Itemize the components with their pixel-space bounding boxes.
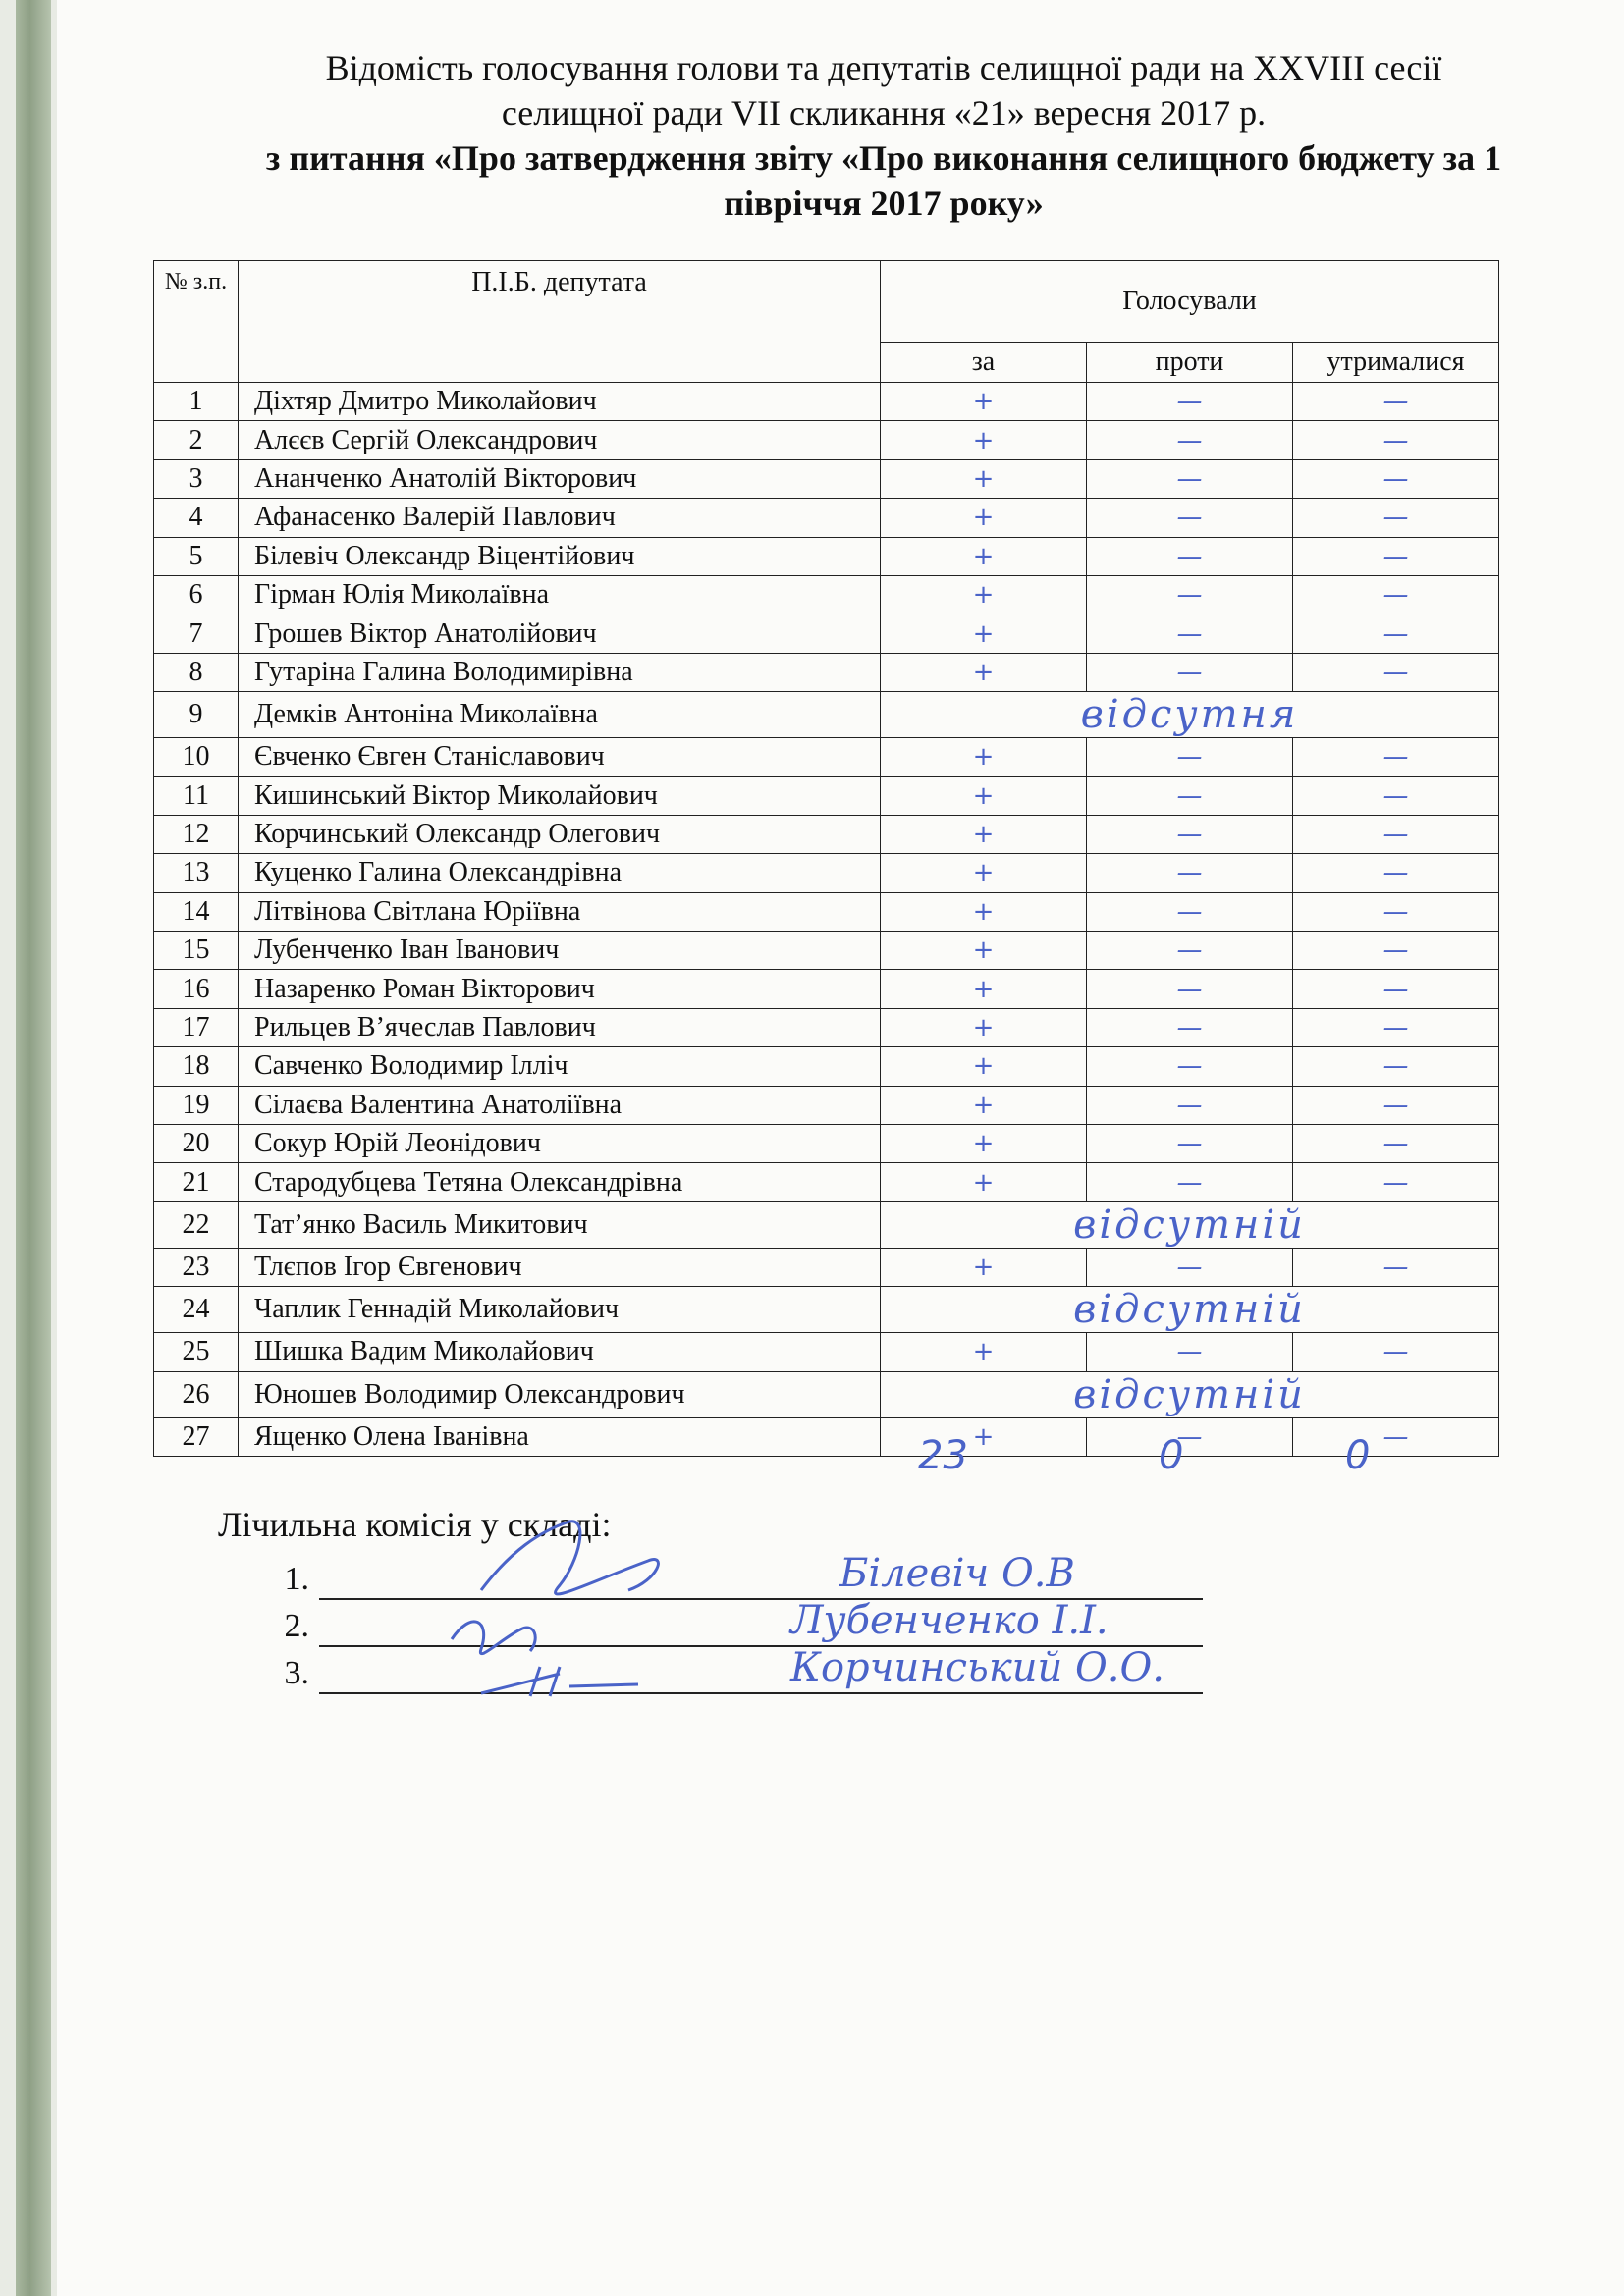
header-abstained: утрималися	[1293, 343, 1499, 383]
table-row	[154, 1125, 1499, 1163]
row-number: 22	[154, 1201, 239, 1248]
vote-for-mark: +	[881, 1333, 1087, 1371]
vote-abstained-mark: —	[1293, 1125, 1499, 1163]
vote-abstained-mark: —	[1293, 1086, 1499, 1124]
deputy-name: Стародубцева Тетяна Олександрівна	[239, 1163, 881, 1201]
vote-against-mark: —	[1087, 1333, 1293, 1371]
deputy-name: Юношев Володимир Олександрович	[239, 1371, 881, 1417]
vote-for-mark: +	[881, 537, 1087, 575]
deputy-name: Літвінова Світлана Юріївна	[239, 892, 881, 931]
vote-abstained-mark: —	[1293, 776, 1499, 815]
vote-for-mark: +	[881, 738, 1087, 776]
vote-for-mark: +	[881, 1047, 1087, 1086]
vote-against-mark: —	[1087, 932, 1293, 970]
table-row	[154, 383, 1499, 421]
vote-for-mark: +	[881, 932, 1087, 970]
vote-abstained-mark: —	[1293, 854, 1499, 892]
table-row	[154, 692, 1499, 738]
vote-totals	[0, 1433, 1624, 1492]
vote-against-mark: —	[1087, 499, 1293, 537]
deputy-name: Тлєпов Ігор Євгенович	[239, 1248, 881, 1286]
row-number: 5	[154, 537, 239, 575]
header-against: проти	[1087, 343, 1293, 383]
table-row	[154, 1287, 1499, 1333]
deputy-name: Чаплик Геннадій Миколайович	[239, 1287, 881, 1333]
table-row	[154, 1371, 1499, 1417]
table-row	[154, 1008, 1499, 1046]
vote-abstained-mark: —	[1293, 970, 1499, 1008]
vote-against-mark: —	[1087, 1047, 1293, 1086]
vote-for-mark: +	[881, 653, 1087, 691]
vote-abstained-mark: —	[1293, 932, 1499, 970]
row-number: 25	[154, 1333, 239, 1371]
deputy-name: Тат’янко Василь Микитович	[239, 1201, 881, 1248]
vote-for-mark: +	[881, 970, 1087, 1008]
table-row	[154, 575, 1499, 614]
vote-abstained-mark: —	[1293, 537, 1499, 575]
row-number: 14	[154, 892, 239, 931]
deputy-name: Куценко Галина Олександрівна	[239, 854, 881, 892]
member-index: 3.	[284, 1655, 309, 1691]
vote-against-mark: —	[1087, 1008, 1293, 1046]
vote-abstained-mark: —	[1293, 892, 1499, 931]
vote-against-mark: —	[1087, 653, 1293, 691]
table-row	[154, 1333, 1499, 1371]
deputy-name: Діхтяр Дмитро Миколайович	[239, 383, 881, 421]
deputy-name: Назаренко Роман Вікторович	[239, 970, 881, 1008]
vote-against-mark: —	[1087, 1417, 1293, 1456]
header-deputy-name: П.І.Б. депутата	[239, 261, 881, 383]
table-row	[154, 815, 1499, 853]
vote-for-mark: +	[881, 459, 1087, 498]
vote-abstained-mark: —	[1293, 653, 1499, 691]
header-for: за	[881, 343, 1087, 383]
deputy-name: Ананченко Анатолій Вікторович	[239, 459, 881, 498]
vote-against-mark: —	[1087, 970, 1293, 1008]
row-number: 4	[154, 499, 239, 537]
deputy-name: Лубенченко Іван Іванович	[239, 932, 881, 970]
deputy-name: Корчинський Олександр Олегович	[239, 815, 881, 853]
deputy-name: Шишка Вадим Миколайович	[239, 1333, 881, 1371]
vote-abstained-mark: —	[1293, 1008, 1499, 1046]
vote-abstained-mark: —	[1293, 1047, 1499, 1086]
absent-mark: відсутній	[881, 1371, 1499, 1417]
deputy-name: Грошев Віктор Анатолійович	[239, 614, 881, 653]
header-number: № з.п.	[154, 261, 239, 383]
table-row	[154, 537, 1499, 575]
deputy-name: Сілаєва Валентина Анатоліївна	[239, 1086, 881, 1124]
vote-for-mark: +	[881, 1125, 1087, 1163]
vote-for-mark: +	[881, 854, 1087, 892]
vote-abstained-mark: —	[1293, 383, 1499, 421]
vote-abstained-mark: —	[1293, 499, 1499, 537]
row-number: 9	[154, 692, 239, 738]
table-row	[154, 892, 1499, 931]
table-row	[154, 1086, 1499, 1124]
vote-against-mark: —	[1087, 776, 1293, 815]
row-number: 23	[154, 1248, 239, 1286]
deputy-name: Євченко Євген Станіславович	[239, 738, 881, 776]
table-row	[154, 614, 1499, 653]
vote-against-mark: —	[1087, 459, 1293, 498]
vote-for-mark: +	[881, 1163, 1087, 1201]
vote-for-mark: +	[881, 1008, 1087, 1046]
deputy-name: Демків Антоніна Миколаївна	[239, 692, 881, 738]
vote-against-mark: —	[1087, 815, 1293, 853]
vote-abstained-mark: —	[1293, 459, 1499, 498]
table-row	[154, 653, 1499, 691]
vote-abstained-mark: —	[1293, 815, 1499, 853]
row-number: 11	[154, 776, 239, 815]
vote-against-mark: —	[1087, 854, 1293, 892]
deputy-name: Рильцев В’ячеслав Павлович	[239, 1008, 881, 1046]
table-row	[154, 970, 1499, 1008]
member-name: Корчинський О.О.	[790, 1645, 1164, 1690]
vote-abstained-mark: —	[1293, 614, 1499, 653]
total-against: 0	[1159, 1433, 1184, 1478]
row-number: 20	[154, 1125, 239, 1163]
deputy-name: Кишинський Віктор Миколайович	[239, 776, 881, 815]
deputy-name: Алєєв Сергій Олександрович	[239, 421, 881, 459]
row-number: 18	[154, 1047, 239, 1086]
handwritten-signatures	[422, 1492, 776, 1708]
vote-for-mark: +	[881, 614, 1087, 653]
row-number: 13	[154, 854, 239, 892]
table-row	[154, 1248, 1499, 1286]
vote-against-mark: —	[1087, 421, 1293, 459]
vote-for-mark: +	[881, 815, 1087, 853]
deputy-name: Білевіч Олександр Віцентійович	[239, 537, 881, 575]
row-number: 27	[154, 1417, 239, 1456]
row-number: 16	[154, 970, 239, 1008]
vote-abstained-mark: —	[1293, 1163, 1499, 1201]
table-row	[154, 499, 1499, 537]
signature-3	[481, 1667, 638, 1696]
total-for: 23	[918, 1433, 968, 1478]
table-row	[154, 854, 1499, 892]
voting-table	[153, 260, 1499, 1457]
document-title	[216, 45, 1551, 226]
table-row	[154, 1047, 1499, 1086]
row-number: 24	[154, 1287, 239, 1333]
deputy-name: Сокур Юрій Леонідович	[239, 1125, 881, 1163]
vote-abstained-mark: —	[1293, 575, 1499, 614]
vote-against-mark: —	[1087, 1163, 1293, 1201]
deputy-name: Афанасенко Валерій Павлович	[239, 499, 881, 537]
row-number: 2	[154, 421, 239, 459]
vote-against-mark: —	[1087, 738, 1293, 776]
row-number: 7	[154, 614, 239, 653]
table-row	[154, 421, 1499, 459]
vote-for-mark: +	[881, 892, 1087, 931]
vote-for-mark: +	[881, 776, 1087, 815]
table-row	[154, 459, 1499, 498]
row-number: 1	[154, 383, 239, 421]
row-number: 21	[154, 1163, 239, 1201]
vote-against-mark: —	[1087, 1248, 1293, 1286]
table-row	[154, 1201, 1499, 1248]
table-row	[154, 776, 1499, 815]
member-index: 1.	[284, 1561, 309, 1597]
vote-against-mark: —	[1087, 383, 1293, 421]
row-number: 15	[154, 932, 239, 970]
signature-2	[452, 1622, 535, 1654]
absent-mark: відсутній	[881, 1201, 1499, 1248]
vote-for-mark: +	[881, 1417, 1087, 1456]
header-voted: Голосували	[881, 261, 1499, 343]
row-number: 3	[154, 459, 239, 498]
row-number: 10	[154, 738, 239, 776]
deputy-name: Ященко Олена Іванівна	[239, 1417, 881, 1456]
title-line-1: Відомість голосування голови та депутатів селищної ради на XXVIII сесії	[325, 48, 1442, 87]
commission-label: Лічильна комісія у складі:	[218, 1505, 612, 1544]
title-line-4: півріччя 2017 року»	[724, 184, 1044, 223]
vote-for-mark: +	[881, 1086, 1087, 1124]
absent-mark: відсутня	[881, 692, 1499, 738]
vote-abstained-mark: —	[1293, 1333, 1499, 1371]
vote-abstained-mark: —	[1293, 1248, 1499, 1286]
vote-against-mark: —	[1087, 537, 1293, 575]
member-name: Білевіч О.В	[839, 1551, 1075, 1596]
table-row	[154, 1163, 1499, 1201]
vote-abstained-mark: —	[1293, 1417, 1499, 1456]
vote-for-mark: +	[881, 383, 1087, 421]
vote-for-mark: +	[881, 575, 1087, 614]
member-index: 2.	[284, 1608, 309, 1644]
deputy-name: Гутаріна Галина Володимирівна	[239, 653, 881, 691]
scan-edge-strip	[0, 0, 57, 2296]
absent-mark: відсутній	[881, 1287, 1499, 1333]
voting-rows	[154, 383, 1499, 1457]
title-line-3: з питання «Про затвердження звіту «Про виконання селищного бюджету за 1	[265, 138, 1502, 178]
title-line-2: селищної ради VII скликання «21» вересня 2017 р.	[501, 93, 1267, 133]
vote-against-mark: —	[1087, 1086, 1293, 1124]
row-number: 17	[154, 1008, 239, 1046]
vote-against-mark: —	[1087, 1125, 1293, 1163]
vote-for-mark: +	[881, 499, 1087, 537]
vote-abstained-mark: —	[1293, 738, 1499, 776]
scan-edge-band	[16, 0, 51, 2296]
vote-for-mark: +	[881, 1248, 1087, 1286]
vote-abstained-mark: —	[1293, 421, 1499, 459]
table-row	[154, 932, 1499, 970]
deputy-name: Савченко Володимир Ілліч	[239, 1047, 881, 1086]
vote-for-mark: +	[881, 421, 1087, 459]
vote-against-mark: —	[1087, 614, 1293, 653]
table-row	[154, 738, 1499, 776]
vote-against-mark: —	[1087, 575, 1293, 614]
member-name: Лубенченко І.І.	[790, 1598, 1109, 1643]
total-abstained: 0	[1345, 1433, 1371, 1478]
signature-1	[481, 1522, 658, 1594]
deputy-name: Гірман Юлія Миколаївна	[239, 575, 881, 614]
row-number: 12	[154, 815, 239, 853]
row-number: 19	[154, 1086, 239, 1124]
row-number: 26	[154, 1371, 239, 1417]
row-number: 6	[154, 575, 239, 614]
vote-against-mark: —	[1087, 892, 1293, 931]
row-number: 8	[154, 653, 239, 691]
